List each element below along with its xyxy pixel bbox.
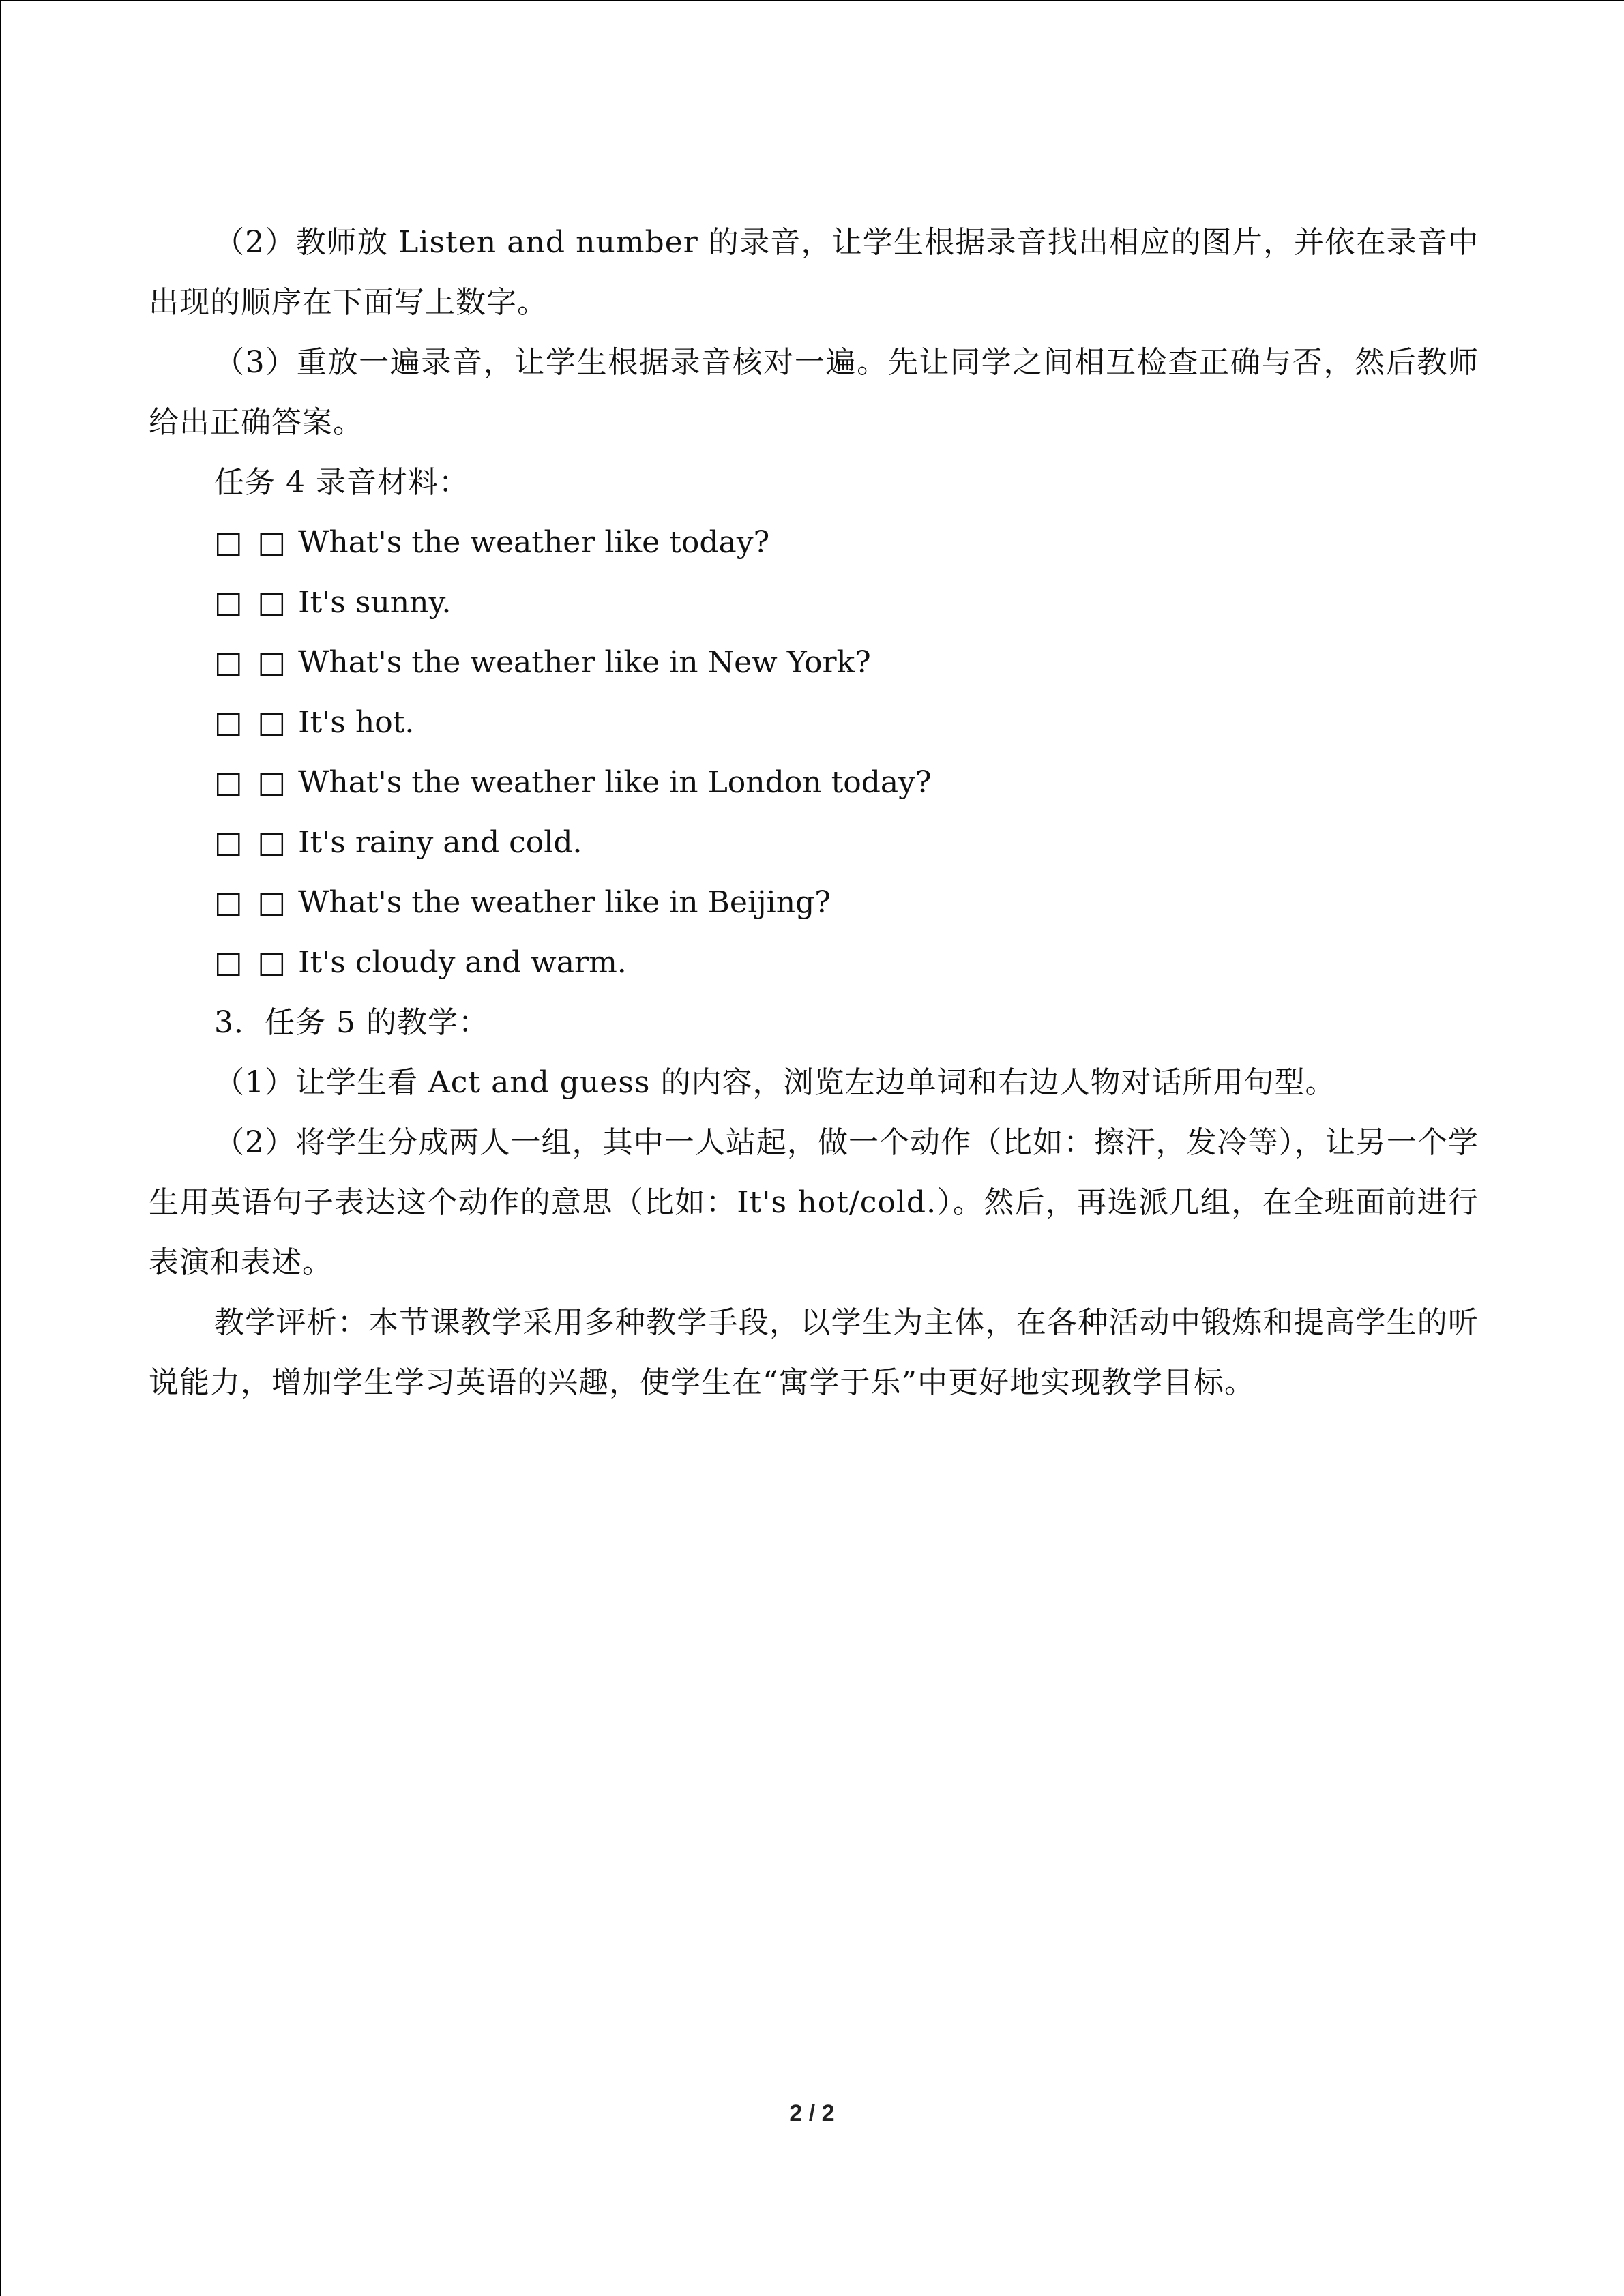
paragraph-teaching-review: 教学评析：本节课教学采用多种教学手段，以学生为主体，在各种活动中锻炼和提高学生的听说能力，增加学生学习英语的兴趣，使学生在“寓学于乐”中更好地实现教学目标。 [149,1305,1479,1400]
checkbox-marker: □ □ [214,825,289,860]
dialogue-line [149,573,1479,633]
dialogue-text: What's the weather like in New York? [298,645,871,680]
checkbox-marker: □ □ [214,705,289,740]
dialogue-line [149,693,1479,753]
paragraph-replay-recording: （3）重放一遍录音，让学生根据录音核对一遍。先让同学之间相互检查正确与否，然后教师给出正确答案。 [149,345,1479,440]
checkbox-marker: □ □ [214,645,289,680]
checkbox-marker: □ □ [214,765,289,800]
dialogue-text: It's hot. [298,705,415,740]
dialogue-line [149,873,1479,933]
dialogue-text: It's cloudy and warm. [298,945,627,980]
dialogue-line [149,753,1479,813]
dialogue-text: It's rainy and cold. [298,825,582,860]
document-body [149,213,1479,1413]
dialogue-line [149,633,1479,693]
checkbox-marker: □ □ [214,945,289,980]
dialogue-text: It's sunny. [298,585,452,620]
dialogue-line [149,933,1479,993]
page-number: 2 / 2 [789,2100,835,2126]
dialogue-text: What's the weather like today? [298,525,770,560]
checkbox-marker: □ □ [214,885,289,920]
dialogue-line [149,513,1479,573]
task4-title: 任务 4 录音材料： [214,465,469,500]
paragraph-group-activity: （2）将学生分成两人一组，其中一人站起，做一个动作（比如：擦汗，发冷等），让另一个学生用英语句子表达这个动作的意思（比如：It's hot/cold.）。然后，再选派几组，在全班面前进行表演和表述。 [149,1125,1479,1280]
task5-heading: 3．任务 5 的教学： [214,1005,489,1040]
checkbox-marker: □ □ [214,525,289,560]
paragraph-listen-and-number: （2）教师放 Listen and number 的录音，让学生根据录音找出相应的图片，并依在录音中出现的顺序在下面写上数字。 [149,225,1479,320]
paragraph-act-and-guess: （1）让学生看 Act and guess 的内容，浏览左边单词和右边人物对话所用句型。 [214,1065,1336,1100]
dialogue-line [149,813,1479,873]
dialogue-text: What's the weather like in Beijing? [298,885,831,920]
dialogue-text: What's the weather like in London today? [298,765,932,800]
checkbox-marker: □ □ [214,585,289,620]
